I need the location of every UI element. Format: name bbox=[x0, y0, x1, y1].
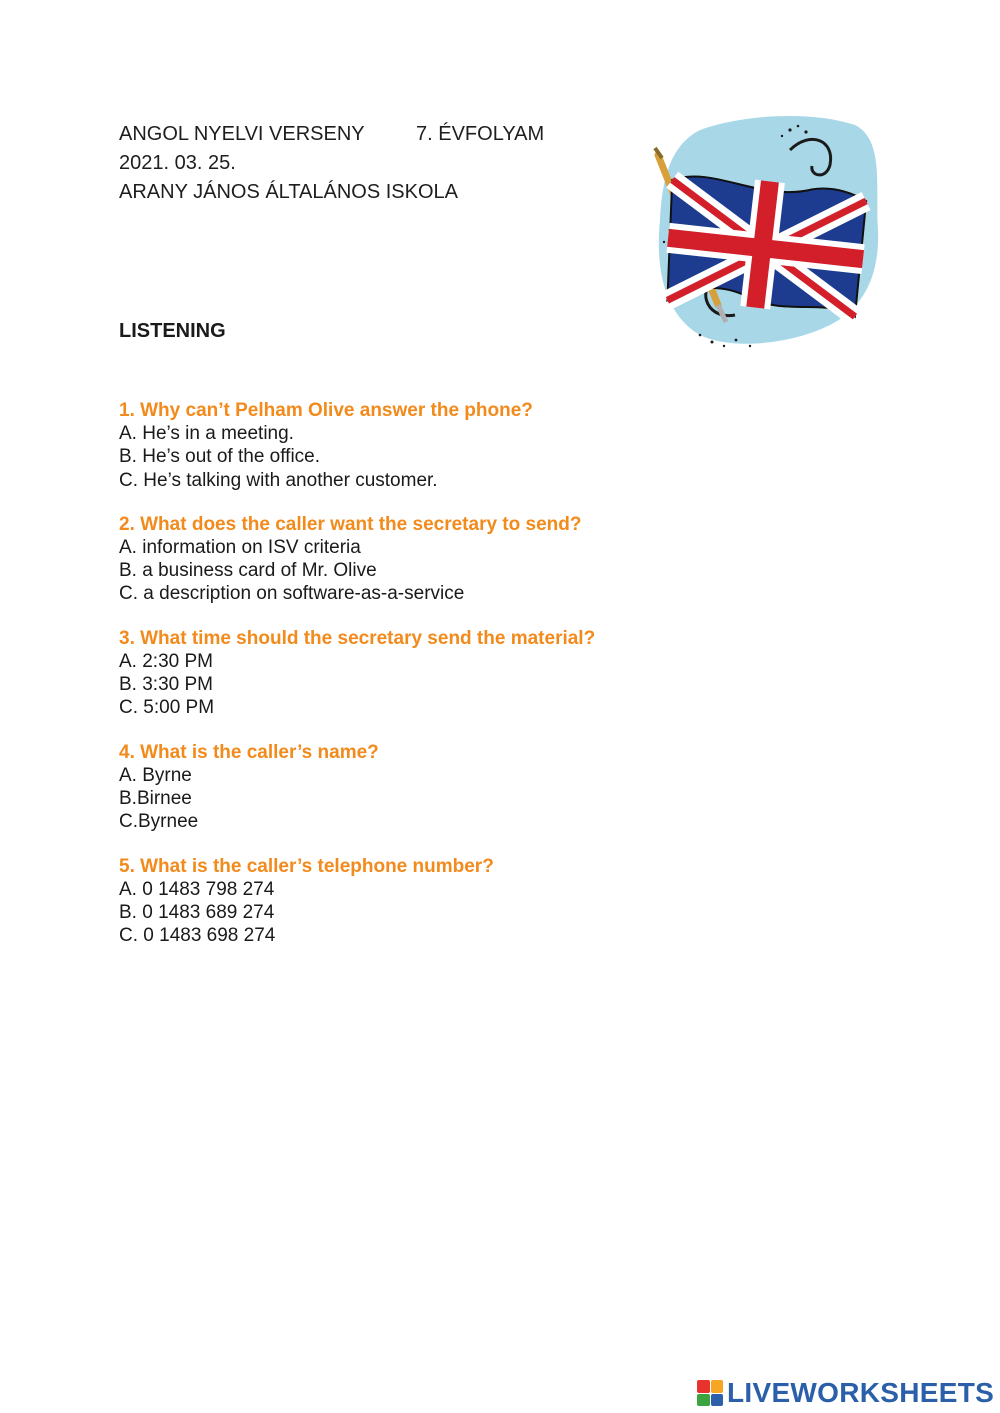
grade-label: 7. ÉVFOLYAM bbox=[416, 123, 545, 145]
question-block bbox=[119, 741, 679, 834]
answer-option: C. a description on software-as-a-service bbox=[119, 583, 465, 605]
answer-option: A. information on ISV criteria bbox=[119, 536, 361, 558]
contest-title: ANGOL NYELVI VERSENY bbox=[119, 123, 365, 145]
answer-option: B. 0 1483 689 274 bbox=[119, 901, 275, 923]
logo-text: LIVEWORKSHEETS bbox=[727, 1377, 995, 1408]
answer-option: A. 2:30 PM bbox=[119, 650, 213, 672]
question-text: 2. What does the caller want the secretary to send? bbox=[119, 513, 582, 535]
answer-option: B. He’s out of the office. bbox=[119, 446, 321, 468]
answer-option: B. a business card of Mr. Olive bbox=[119, 560, 377, 582]
question-text: 3. What time should the secretary send the material? bbox=[119, 627, 596, 649]
answer-option: C.Byrnee bbox=[119, 811, 199, 833]
answer-option: A. He’s in a meeting. bbox=[119, 423, 294, 444]
question-block bbox=[119, 627, 679, 720]
answer-option: A. Byrne bbox=[119, 764, 192, 786]
document-header bbox=[119, 120, 559, 207]
school-name: ARANY JÁNOS ÁLTALÁNOS ISKOLA bbox=[119, 181, 459, 203]
answer-option: B. 3:30 PM bbox=[119, 674, 213, 696]
answer-option: C. 5:00 PM bbox=[119, 697, 215, 719]
question-block bbox=[119, 513, 679, 606]
answer-option: A. 0 1483 798 274 bbox=[119, 878, 275, 900]
union-jack-flag-icon bbox=[640, 110, 880, 355]
answer-option: C. 0 1483 698 274 bbox=[119, 925, 276, 947]
question-list bbox=[119, 399, 679, 968]
section-title: LISTENING bbox=[119, 320, 226, 342]
question-block bbox=[119, 855, 679, 948]
answer-option: C. He’s talking with another customer. bbox=[119, 469, 438, 491]
liveworksheets-logo bbox=[697, 1377, 995, 1409]
contest-date: 2021. 03. 25. bbox=[119, 152, 236, 174]
header-row bbox=[119, 120, 559, 149]
question-text: 4. What is the caller’s name? bbox=[119, 741, 379, 763]
question-text: 1. Why can’t Pelham Olive answer the phone? bbox=[119, 400, 533, 421]
logo-blocks-icon bbox=[697, 1380, 723, 1406]
question-block bbox=[119, 399, 679, 492]
answer-option: B.Birnee bbox=[119, 787, 192, 809]
question-text: 5. What is the caller’s telephone number? bbox=[119, 855, 494, 877]
